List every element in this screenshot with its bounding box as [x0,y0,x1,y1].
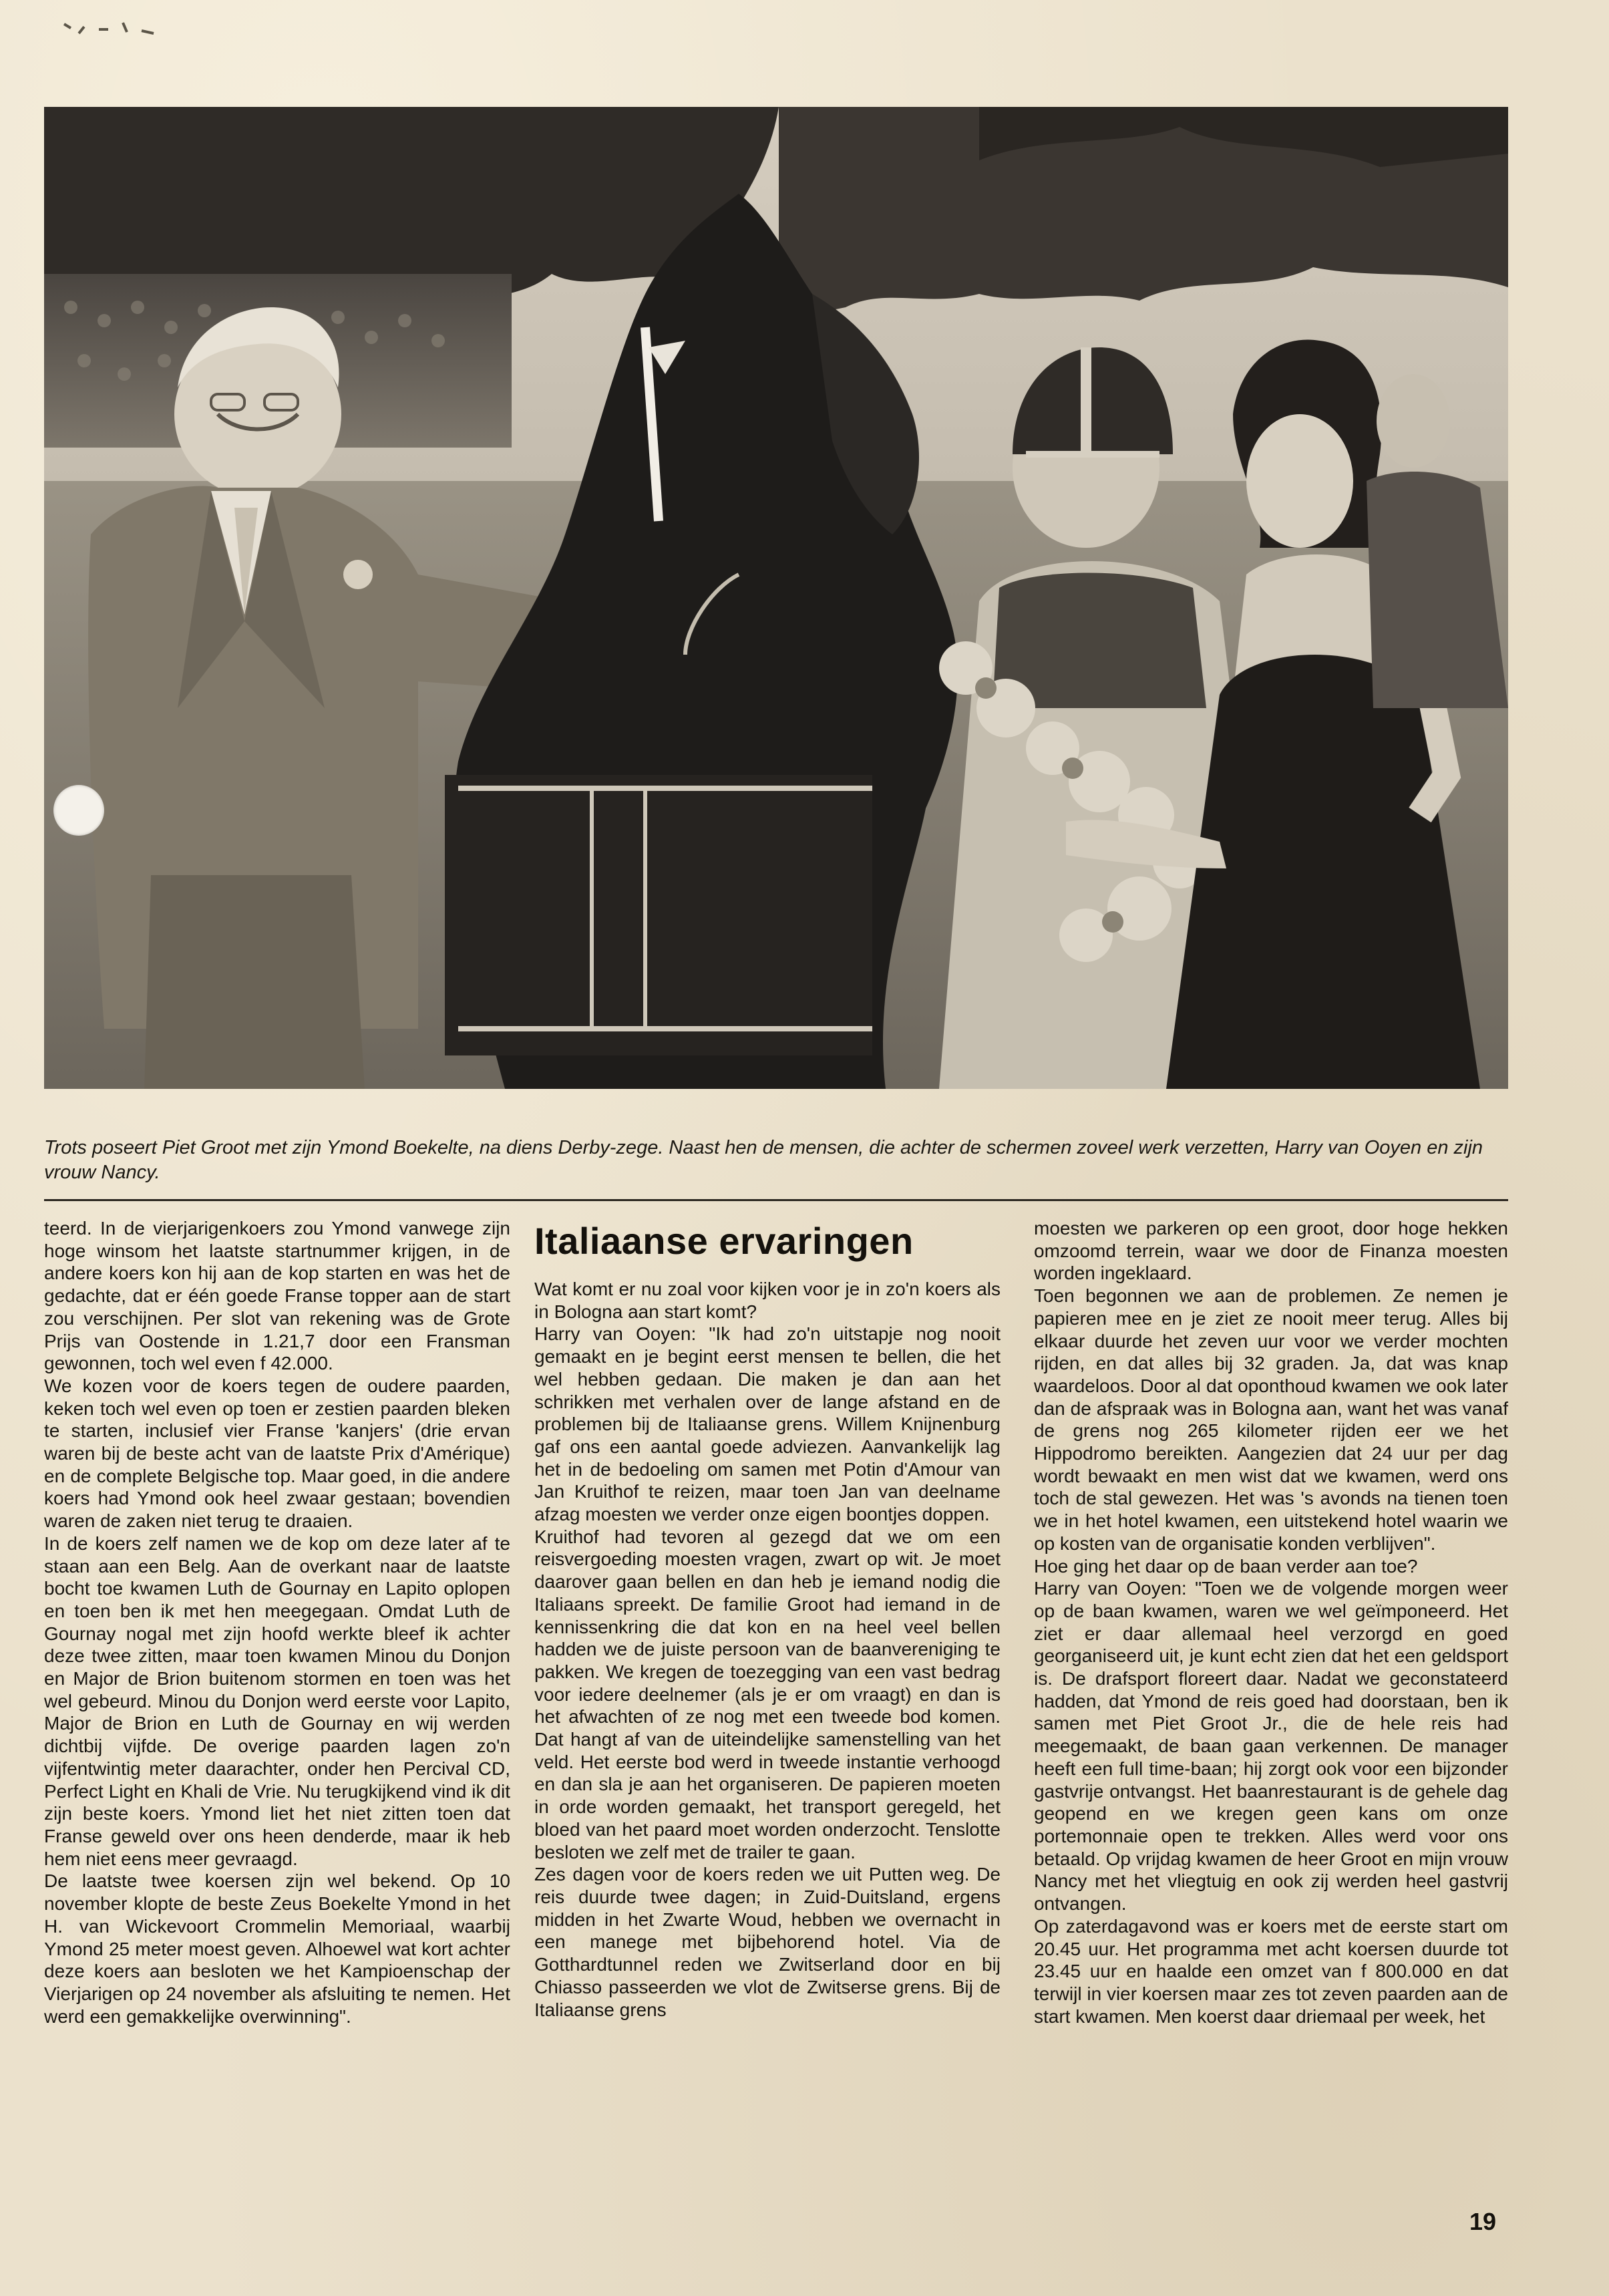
page-corner-mark-icon [59,17,166,44]
paragraph: Wat komt er nu zoal voor kijken voor je in zo'n koers als in Bologna aan start komt? [534,1279,1001,1322]
paragraph: Hoe ging het daar op de baan verder aan toe? [1034,1555,1418,1577]
punch-hole [53,785,104,836]
article-column-2 [534,1278,1001,2021]
article-column-1 [44,1217,510,2027]
paragraph: De laatste twee koersen zijn wel bekend. Op 10 november klopte de beste Zeus Boekelte Ymond in het H. van Wickevoort Crommelin Memoriaal, waarbij Ymond 25 meter moest geven. Alhoewel wat kort achter deze koers aan besloten we het Kampioenschap der Vierjarigen op 24 november als afsluiting te nemen. Het werd een gemakkelijke overwinning". [44,1870,510,2027]
article-column-3 [1034,1217,1508,2027]
paragraph: We kozen voor de koers tegen de oudere paarden, keken toch wel even op toen er zestien paarden bleken te starten, inclusief vier Franse 'kanjers' (drie ervan waren bij de beste acht van de laatste Prix d'Amérique) en de complete Belgische top. Maar goed, in die andere koers had Ymond ook heel zwaar gestaan; bovendien waren de zaken niet terug te draaien. [44,1375,510,1532]
paragraph: teerd. In de vierjarigenkoers zou Ymond vanwege zijn hoge winsom het laatste startnummer krijgen, in de andere koers kon hij aan de kop starten en was het de gedachte, dat er één goede Franse topper aan de start zou verschijnen. Per slot van rekening was de Grote Prijs van Oostende in 1.21,7 door een Fransman gewonnen, toch wel even f 42.000. [44,1218,510,1374]
paragraph: Zes dagen voor de koers reden we uit Putten weg. De reis duurde twee dagen; in Zuid-Duitsland, ergens midden in het Zwarte Woud, hebben we overnacht in een manege met bijbehorend hotel. Via de Gotthardtunnel reden we Zwitserland door en bij Chiasso passeerden we vlot de Zwitserse grens. Bij de Italiaanse grens [534,1864,1001,2020]
page-number: 19 [1469,2208,1496,2235]
paragraph: Toen begonnen we aan de problemen. Ze nemen je papieren mee en je ziet ze nooit meer terug. Alles bij elkaar duurde het zeven uur voor we verder mochten rijden, en dat alles bij 32 graden. Ja, dat was knap waardeloos. Door al dat oponthoud kwamen we ook later dan de afspraak was in Bologna aan, want het was vanaf de grens nog 265 kilometer rijden eer we het Hippodromo bereikten. Aangezien dat 24 uur per dag wordt bewaakt en men wist dat we kwamen, werd ons toch de stal gewezen. Het was 's avonds na tienen toen we in het hotel kwamen, een uitstekend hotel waarin we op kosten van de organisatie konden verblijven". [1034,1285,1508,1554]
section-headline: Italiaanse ervaringen [534,1220,914,1262]
paragraph: moesten we parkeren op een groot, door hoge hekken omzoomd terrein, waar we door de Finanza moesten worden ingeklaard. [1034,1218,1508,1284]
paragraph: Harry van Ooyen: "Ik had zo'n uitstapje nog nooit gemaakt en je begint eerst mensen te bellen, die het wel hebben gedaan. Die maken je dan aan het schrikken met verhalen over de lange afstand en de problemen bij de Italiaanse grens. Willem Knijnenburg gaf ons een aantal goede adviezen. Aanvankelijk lag het in de bedoeling om samen met Potin d'Amour van Jan Kruithof te reizen, maar toen Jan van deelname afzag moesten we verder onze eigen boontjes doppen. [534,1323,1001,1525]
photo-illustration [44,107,1508,1089]
paragraph: In de koers zelf namen we de kop om deze later af te staan aan een Belg. Aan de overkant naar de laatste bocht toe kwamen Luth de Gournay en Lapito oplopen en toen ben ik met hen meegegaan. Omdat Luth de Gournay nogal met zijn hoofd werkte bleef ik achter deze twee zitten, maar toen kwamen Minou du Donjon en Major de Brion buitenom stormen en toen was het wel gebeurd. Minou du Donjon werd eerste voor Lapito, Major de Brion en Luth de Gournay en wij werden dichtbij vijfde. De overige paarden lagen zo'n vijfentwintig meter daarachter, onder hen Percival CD, Perfect Light en Khali de Vrie. Nu terugkijkend vind ik dit zijn beste koers. Ymond liet het niet zitten toen dat Franse geweld over ons heen denderde, maar ik heb hem niet eens meer gevraagd. [44,1532,510,1869]
paragraph: Kruithof had tevoren al gezegd dat we om een reisvergoeding moesten vragen, zwart op wit. Je moet daarover gaan bellen en dan heb je iemand nodig die Italiaans spreekt. De familie Groot had iemand in de kennissenkring die dat kon en na heel veel bellen hadden we de juiste persoon van de baanvereniging te pakken. We kregen de toezegging van een vast bedrag voor iedere deelnemer (als je er om vraagt) en dan is het afwachten of ze nog met een tweede bod komen. Dat hangt af van de uiteindelijke samenstelling van het veld. Het eerste bod werd in tweede instantie verhoogd en dan sla je aan het organiseren. De papieren moeten in orde worden gemaakt, het transport geregeld, het bloed van het paard moet worden onderzocht. Tenslotte besloten we zelf met de trailer te gaan. [534,1526,1001,1862]
photo-caption: Trots poseert Piet Groot met zijn Ymond Boekelte, na diens Derby-zege. Naast hen de mensen, die achter de schermen zoveel werk verzetten, Harry van Ooyen en zijn vrouw Nancy. [44,1137,1483,1183]
caption-divider [44,1199,1508,1201]
paragraph: Harry van Ooyen: "Toen we de volgende morgen weer op de baan kwamen, waren we wel geïmponeerd. Het ziet er daar allemaal heel verzorgd en goed georganiseerd uit, je kunt echt zien dat het een geldsport is. De drafsport floreert daar. Nadat we geconstateerd hadden, dat Ymond de reis goed had doorstaan, ben ik samen met Piet Groot Jr., die de hele reis had meegemaakt, de baan gaan verkennen. De manager heeft een full time-baan; hij zorgt ook voor een bijzonder gastvrije ontvangst. Het baanrestaurant is de gehele dag geopend en we kregen geen kans om onze portemonnaie open te trekken. Alles werd voor ons betaald. Op vrijdag kwamen de heer Groot en mijn vrouw Nancy met het vliegtuig en ook zij werden heel gastvrij ontvangen. [1034,1578,1508,1915]
derby-winner-photo [44,107,1508,1089]
paragraph: Op zaterdagavond was er koers met de eerste start om 20.45 uur. Het programma met acht koersen duurde tot 23.45 uur en haalde een omzet van f 800.000 en dat terwijl in vier koersen maar zes tot zeven paarden aan de start kwamen. Men koerst daar driemaal per week, het [1034,1915,1508,2027]
